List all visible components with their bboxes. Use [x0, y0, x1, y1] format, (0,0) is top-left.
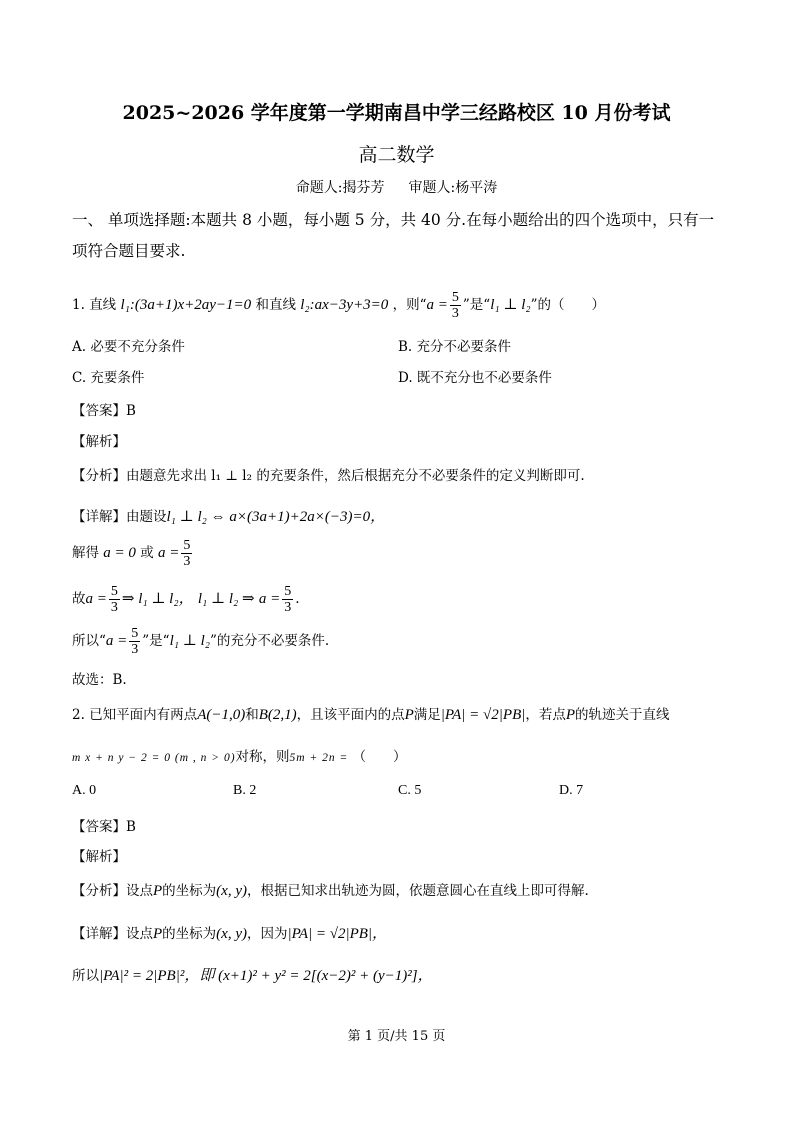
q2-line-eq: m x + n y − 2 = 0 (m , n > 0)	[72, 752, 236, 764]
q2-fenxi-xy: (x, y)	[216, 883, 247, 899]
q1-suoyi-mid: ”是“	[142, 633, 170, 649]
q2-fenxi-b: 的坐标为	[162, 883, 217, 899]
q1-fenxi: 【分析】由题意先求出 l₁ ⊥ l₂ 的充要条件，然后根据充分不必要条件的定义判断即可.	[72, 468, 585, 484]
q2-fenxi	[72, 879, 589, 900]
q1-solve-fraction	[181, 538, 192, 569]
q1-analysis-label: 【解析】	[72, 434, 126, 450]
q1-gu-fraction1	[109, 584, 120, 615]
q1-detail-eq: l₁ ⊥ l₂ ⇔ a×(3a+1)+2a×(−3)=0，	[166, 509, 386, 525]
page-footer: 第 1 页/共 15 页	[347, 1029, 446, 1044]
q2-option-b: B. 2	[233, 783, 257, 798]
setter: 命题人:揭芬芳	[295, 180, 385, 196]
q2-point-a: A(−1,0)	[197, 707, 246, 723]
q2-text5: 的轨迹关于直线	[575, 707, 670, 723]
q1-suoyi-prefix: 所以“	[72, 633, 106, 649]
q1-suoyi-fraction	[129, 626, 140, 657]
q2-bracket: （ ）	[352, 749, 407, 765]
q1-then: ，则“	[392, 297, 427, 313]
q2-detail-a: 【详解】设点	[72, 926, 153, 942]
q2-fenxi-p: P	[153, 883, 163, 899]
q2-number: 2.	[72, 707, 85, 723]
exam-title: 2025~2026 学年度第一学期南昌中学三经路校区 10 月份考试	[122, 102, 671, 124]
q1-option-a: A. 必要不充分条件	[72, 339, 185, 355]
frac-num: 5	[183, 538, 191, 553]
exam-subtitle: 高二数学	[358, 144, 435, 166]
q2-fenxi-c: ，根据已知求出轨迹为圆，依题意圆心在直线上即可得解.	[246, 883, 589, 899]
q1-gu-eq1: ⇒ l₁ ⊥ l₂，	[121, 591, 194, 607]
q2-last-eq: |PA|² = 2|PB|²，即 (x+1)² + y² = 2[(x−2)² + (y−1)²]，	[99, 968, 433, 984]
q1-solve-or: 或	[140, 545, 154, 561]
q1-solve-a: a =	[158, 545, 180, 561]
q2-text3: 满足	[413, 707, 441, 723]
q2-detail	[72, 922, 387, 943]
question-1-stem	[72, 290, 605, 321]
q1-suoyi-end: ”的充分不必要条件.	[209, 633, 330, 649]
q2-text4: ，若点	[525, 707, 566, 723]
q2-detail-b: 的坐标为	[162, 926, 217, 942]
q2-cond: |PA| = √2|PB|	[440, 707, 526, 723]
q1-number: 1.	[72, 297, 85, 313]
q1-gu-fraction2	[282, 584, 293, 615]
q1-detail-prefix: 【详解】由题设	[72, 509, 167, 525]
q2-fenxi-a: 【分析】设点	[72, 883, 153, 899]
q1-prefix: 直线	[89, 297, 117, 313]
frac-den: 3	[131, 642, 139, 657]
q1-a-eq: a =	[426, 297, 448, 313]
q1-solve	[72, 538, 194, 569]
q1-option-b: B. 充分不必要条件	[398, 339, 512, 355]
q2-text1: 已知平面内有两点	[89, 707, 198, 723]
q2-option-a: A. 0	[72, 783, 97, 798]
authors-line	[0, 177, 793, 197]
frac-den: 3	[284, 600, 292, 615]
q1-suoyi-perp: l₁ ⊥ l₂	[169, 633, 210, 649]
frac-den: 3	[451, 306, 459, 321]
q1-gu-a2: a =	[258, 591, 281, 607]
q1-l2-equation: l₂:ax−3y+3=0	[300, 297, 389, 313]
q1-gu: 故a = $\frac{5}{3}$ ⇒ l₁ ⊥ l₂， l₁ ⊥ l₂ ⇒ a = $\frac{5}{3}$ .	[72, 584, 300, 615]
section-heading-line2: 项符合题目要求.	[72, 242, 186, 260]
q2-point-b: B(2,1)	[258, 707, 297, 723]
q1-solve-prefix: 解得	[72, 545, 99, 561]
question-2-stem-line2	[72, 745, 407, 765]
q2-ask: 5m + 2n =	[289, 752, 349, 764]
q2-text2: ，且该平面内的点	[296, 707, 405, 723]
q1-gu-eq2: l₁ ⊥ l₂ ⇒	[197, 591, 255, 607]
q2-detail-xy: (x, y)	[216, 926, 247, 942]
q1-fraction	[450, 290, 461, 321]
q1-is: ”是“	[462, 297, 491, 313]
q2-sym: 对称，则	[235, 749, 290, 765]
q1-option-c: C. 充要条件	[72, 370, 145, 386]
q2-detail-cond: |PA| = √2|PB|，	[287, 926, 388, 942]
frac-den: 3	[110, 600, 118, 615]
q1-perp: l₁ ⊥ l₂	[490, 297, 531, 313]
q2-analysis-label: 【解析】	[72, 849, 126, 865]
section-heading-line1: 一、 单项选择题:本题共 8 小题，每小题 5 分，共 40 分.在每小题给出的四个选项中，只有一	[72, 211, 715, 229]
reviewer: 审题人:杨平涛	[408, 180, 498, 196]
frac-num: 5	[131, 626, 139, 641]
q1-detail	[72, 505, 385, 526]
frac-num: 5	[110, 584, 118, 599]
q1-l1-equation: l₁:(3a+1)x+2ay−1=0	[120, 297, 252, 313]
q1-choice: 故选：B.	[72, 672, 127, 688]
q1-suoyi-a: a =	[105, 633, 128, 649]
q2-last-line	[72, 964, 433, 985]
q2-last-prefix: 所以	[72, 968, 99, 984]
q2-answer: 【答案】B	[72, 819, 136, 835]
frac-num: 5	[451, 290, 459, 305]
q1-option-d: D. 既不充分也不必要条件	[398, 370, 552, 386]
q1-answer: 【答案】B	[72, 403, 136, 419]
question-2-stem-line1	[72, 703, 670, 724]
q1-connector: 和直线	[255, 297, 296, 313]
q2-p: P	[404, 707, 414, 723]
q2-p2: P	[565, 707, 576, 723]
q2-detail-c: ，因为	[246, 926, 288, 942]
q1-gu-a: a =	[85, 591, 107, 607]
q2-and: 和	[245, 707, 259, 723]
q1-solve-a0: a = 0	[103, 545, 136, 561]
q1-gu-prefix: 故	[72, 591, 86, 607]
q1-end: ”的（ ）	[530, 297, 605, 313]
q1-suoyi	[72, 626, 329, 657]
frac-num: 5	[284, 584, 292, 599]
q2-option-d: D. 7	[559, 783, 584, 798]
frac-den: 3	[183, 554, 191, 569]
q2-detail-p: P	[153, 926, 163, 942]
q2-option-c: C. 5	[398, 783, 422, 798]
